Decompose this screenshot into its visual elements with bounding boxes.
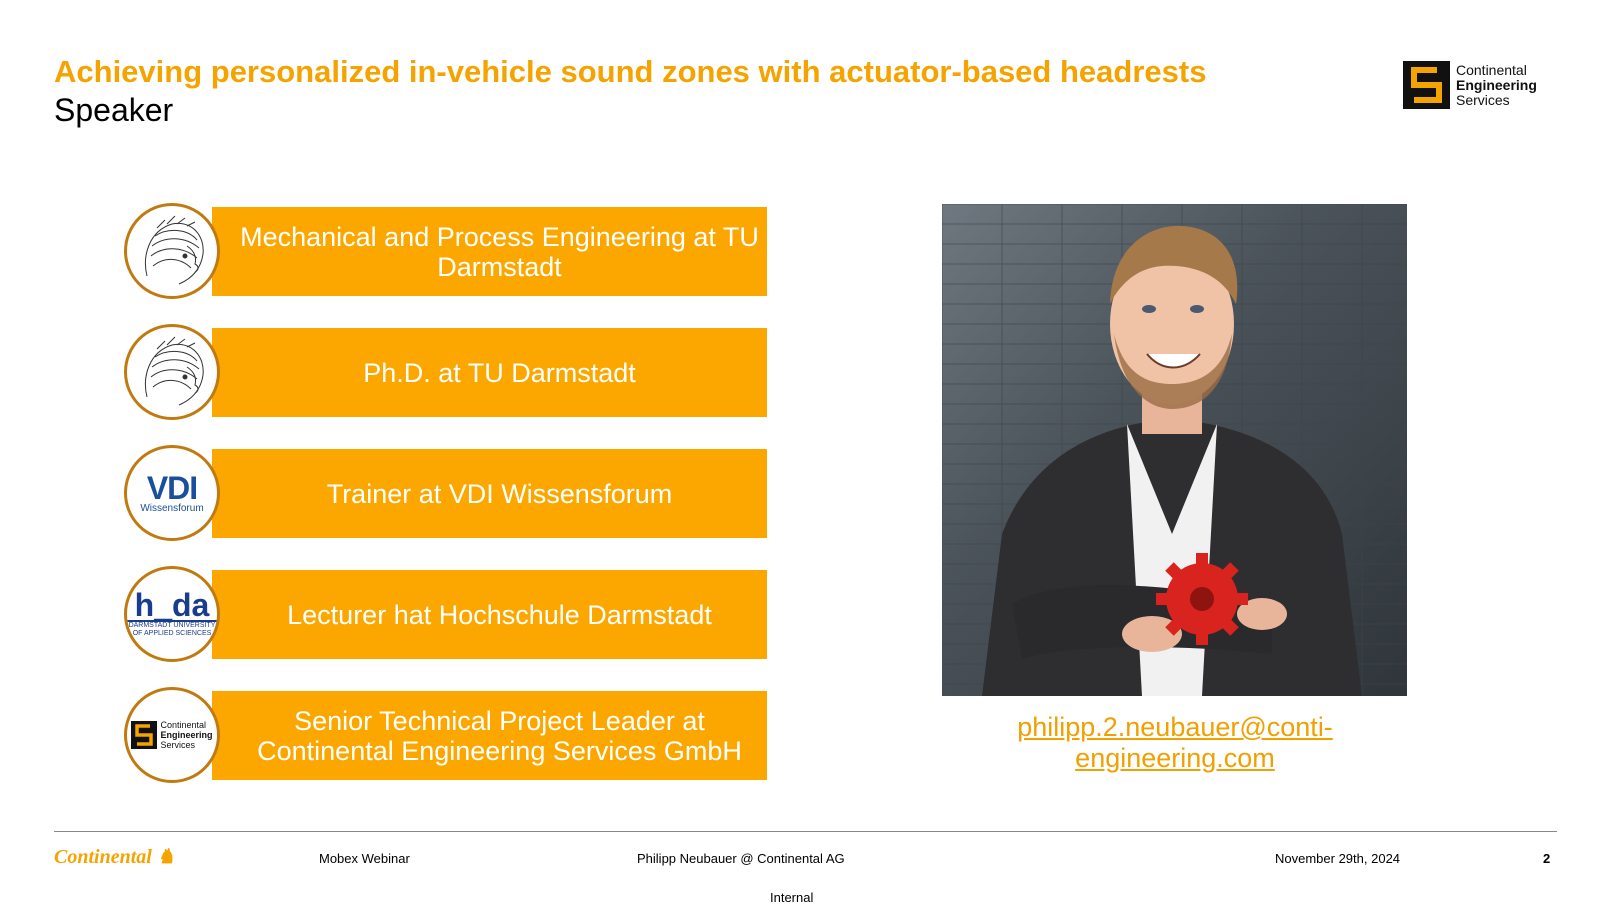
page-number: 2 bbox=[1543, 851, 1551, 866]
ces-logo-mark-icon bbox=[1403, 61, 1450, 109]
footer-author: Philipp Neubauer @ Continental AG bbox=[637, 851, 845, 866]
career-item-5 bbox=[124, 687, 767, 783]
continental-logo-text: Continental bbox=[54, 846, 152, 868]
hda-logo-subtext: DARMSTADT UNIVERSITY OF APPLIED SCIENCES bbox=[128, 622, 216, 637]
speaker-email-link[interactable]: philipp.2.neubauer@conti-engineering.com bbox=[1017, 712, 1333, 773]
ces-logo-line2: Engineering bbox=[1456, 76, 1537, 93]
career-item-1 bbox=[124, 203, 767, 299]
tu-darmstadt-athena-logo-icon bbox=[124, 324, 220, 420]
slide-title: Achieving personalized in-vehicle sound zones with actuator-based headrests bbox=[54, 54, 1207, 89]
vdi-wissensforum-logo-icon bbox=[124, 445, 220, 541]
horse-icon: ♞ bbox=[151, 846, 175, 868]
hda-logo-text: h_da bbox=[134, 587, 210, 623]
career-item-4-text: Lecturer hat Hochschule Darmstadt bbox=[212, 570, 767, 659]
ces-logo-line1: Continental bbox=[1456, 61, 1527, 78]
speaker-photo bbox=[942, 204, 1407, 696]
vdi-logo-text: VDI bbox=[146, 469, 198, 506]
ces-mini-logo-icon bbox=[124, 687, 220, 783]
ces-mini-line3: Services bbox=[160, 740, 195, 750]
career-item-1-text: Mechanical and Process Engineering at TU Darmstadt bbox=[212, 207, 767, 296]
career-item-3 bbox=[124, 445, 767, 541]
hda-logo-icon bbox=[124, 566, 220, 662]
ces-logo-line3: Services bbox=[1456, 91, 1510, 108]
career-item-3-text: Trainer at VDI Wissensforum bbox=[212, 449, 767, 538]
tu-darmstadt-athena-logo-icon bbox=[124, 203, 220, 299]
footer-divider bbox=[54, 831, 1557, 832]
vdi-logo-subtext: Wissensforum bbox=[140, 502, 204, 514]
classification-label: Internal bbox=[770, 890, 814, 905]
career-item-2-text: Ph.D. at TU Darmstadt bbox=[212, 328, 767, 417]
footer-event: Mobex Webinar bbox=[319, 851, 410, 866]
continental-logo bbox=[54, 844, 175, 869]
footer-date: November 29th, 2024 bbox=[1275, 851, 1401, 866]
career-item-5-text: Senior Technical Project Leader at Continental Engineering Services GmbH bbox=[212, 691, 767, 780]
career-item-2 bbox=[124, 324, 767, 420]
ces-mini-line2: Engineering bbox=[160, 730, 213, 740]
slide-subtitle: Speaker bbox=[54, 92, 174, 128]
ces-mini-line1: Continental bbox=[160, 720, 207, 730]
career-item-4 bbox=[124, 566, 767, 662]
ces-logo bbox=[1403, 61, 1537, 109]
